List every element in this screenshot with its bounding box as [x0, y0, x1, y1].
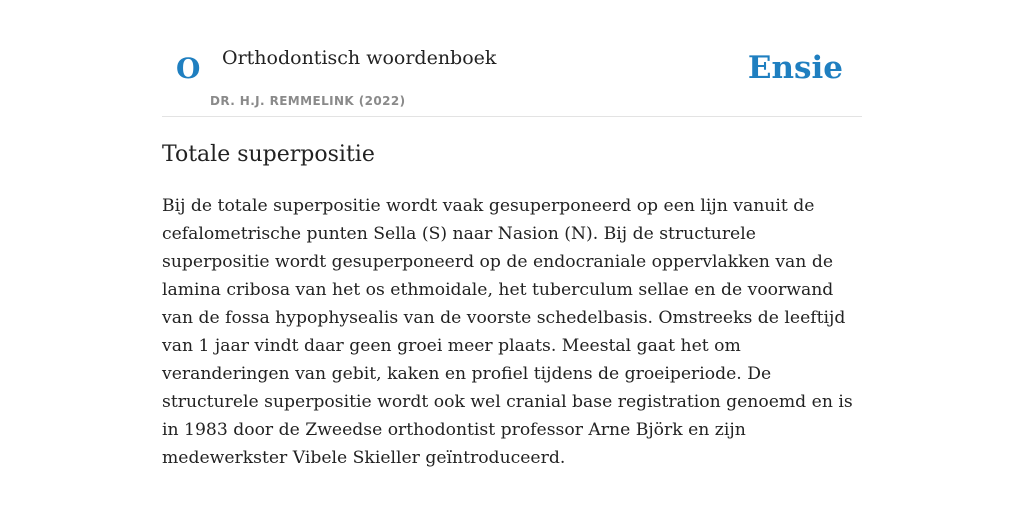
dictionary-title-link[interactable]: Orthodontisch woordenboek — [222, 47, 497, 69]
dictionary-header — [162, 0, 862, 117]
entry-title: Totale superpositie — [162, 142, 375, 167]
dictionary-author: DR. H.J. REMMELINK (2022) — [210, 94, 406, 108]
entry-definition: Bij de totale superpositie wordt vaak gesuperponeerd op een lijn vanuit de cefalometrische punten Sella (S) naar Nasion (N). Bij de structurele superpositie wordt gesuperponeerd op de endocraniale oppervlakken van de lamina cribosa van het os ethmoidale, het tuberculum sellae en de voorwand van de fossa hypophysealis van de voorste schedelbasis. Omstreeks de leeftijd van 1 jaar vindt daar geen groei meer plaats. Meestal gaat het om veranderingen van gebit, kaken en profiel tijdens de groeiperiode. De structurele superpositie wordt ook wel cranial base registration genoemd en is in 1983 door de Zweedse orthodontist professor Arne Björk en zijn medewerkster Vibele Skieller geïntroduceerd. — [162, 196, 853, 468]
ensie-logo-link[interactable]: Ensie — [747, 50, 843, 86]
letter-index-link[interactable]: O — [176, 52, 201, 85]
